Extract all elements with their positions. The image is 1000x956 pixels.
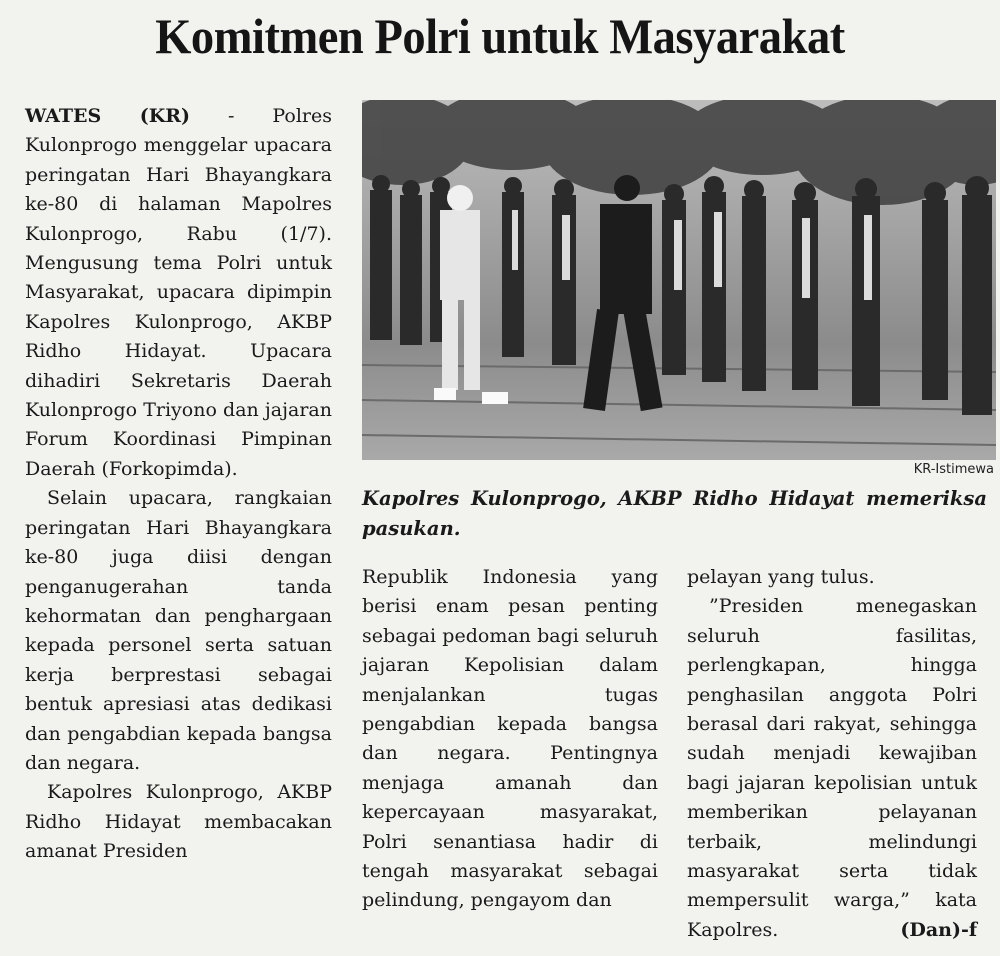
paragraph-6-text: ”Presiden menegaskan seluruh fasilitas, perlengkapan, hingga penghasilan anggota Polri berasal dari rakyat, sehingga sudah menjadi kewajiban bagi jajaran kepolisian untuk memberikan pelayanan terbaik, melindungi masyarakat serta tidak mempersulit warga,” kata Kapolres.	[687, 595, 977, 941]
article-column-2	[362, 563, 658, 916]
photo-credit: KR-Istimewa	[913, 462, 994, 477]
paragraph-3: Kapolres Kulonprogo, AKBP Ridho Hidayat membacakan amanat Presiden	[25, 781, 332, 863]
news-photo	[362, 100, 996, 460]
ceremony-photo-illustration	[362, 100, 996, 460]
dateline: WATES (KR)	[25, 105, 191, 127]
paragraph-5: pelayan yang tulus.	[687, 566, 875, 588]
author-signature: (Dan)-f	[900, 918, 977, 941]
article-column-3	[687, 563, 977, 945]
paragraph-1	[25, 102, 332, 484]
paragraph-2: Selain upacara, rangkaian peringatan Hari Bhayangkara ke-80 juga diisi dengan penganugerahan tanda kehormatan dan penghargaan kepada personel serta satuan kerja berprestasi sebagai bentuk apresiasi atas dedikasi dan pengabdian kepada bangsa dan negara.	[25, 487, 332, 774]
article-column-1	[25, 102, 332, 867]
paragraph-6	[687, 592, 977, 945]
paragraph-1-text: - Polres Kulonprogo menggelar upacara peringatan Hari Bhayangkara ke-80 di halaman Mapolres Kulonprogo, Rabu (1/7). Mengusung tema Polri untuk Masyarakat, upacara dipimpin Kapolres Kulonprogo, AKBP Ridho Hidayat. Upacara dihadiri Sekretaris Daerah Kulonprogo Triyono dan jajaran Forum Koordinasi Pimpinan Daerah (Forkopimda).	[25, 105, 332, 480]
paragraph-4: Republik Indonesia yang berisi enam pesan penting sebagai pedoman bagi seluruh jajaran Kepolisian dalam menjalankan tugas pengabdian kepada bangsa dan negara. Pentingnya menjaga amanah dan kepercayaan masyarakat, Polri senantiasa hadir di tengah masyarakat sebagai pelindung, pengayom dan	[362, 566, 658, 912]
headline: Komitmen Polri untuk Masyarakat	[155, 8, 845, 64]
photo-caption: Kapolres Kulonprogo, AKBP Ridho Hidayat memeriksa pasukan.	[362, 487, 987, 540]
